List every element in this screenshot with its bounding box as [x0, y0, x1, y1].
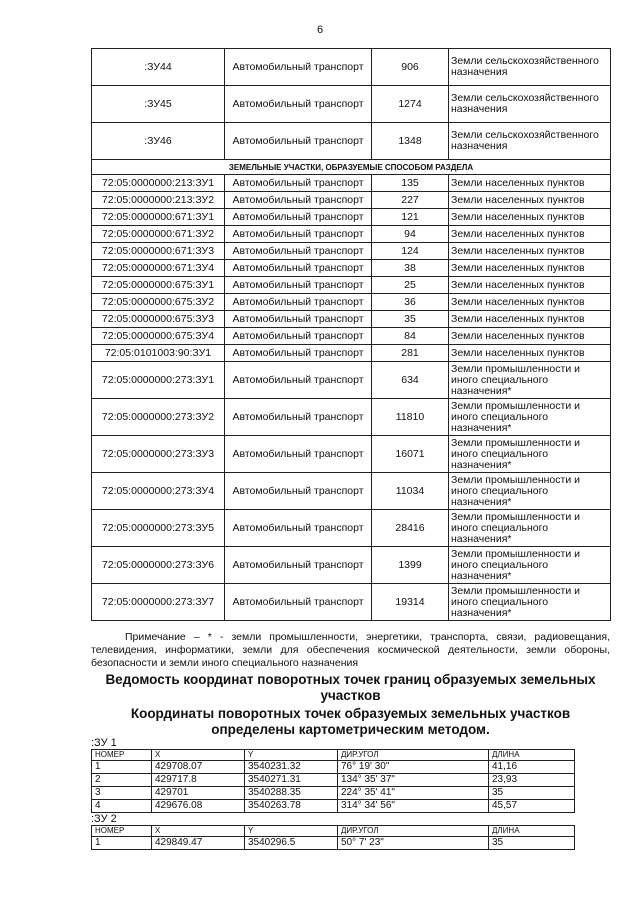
permitted-use: Автомобильный транспорт	[225, 362, 372, 399]
coordinate-cell: 314° 34' 56"	[338, 800, 489, 813]
table-row	[92, 226, 611, 243]
cadastral-number: :ЗУ46	[92, 123, 225, 160]
coordinate-cell: 76° 19' 30"	[338, 761, 489, 774]
table-row	[92, 123, 611, 160]
cadastral-number: 72:05:0000000:273:ЗУ1	[92, 362, 225, 399]
land-category: Земли промышленности и иного специального назначения*	[449, 584, 611, 621]
area-value: 94	[372, 226, 449, 243]
coordinate-cell: 134° 35' 37"	[338, 774, 489, 787]
cadastral-number: 72:05:0000000:213:ЗУ2	[92, 192, 225, 209]
method-heading: Координаты поворотных точек образуемых земельных участков определены картометрическим методом.	[130, 706, 571, 737]
area-value: 906	[372, 49, 449, 86]
table-row	[92, 787, 575, 800]
coordinate-cell: 3540231.32	[245, 761, 338, 774]
table-row	[92, 362, 611, 399]
permitted-use: Автомобильный транспорт	[225, 436, 372, 473]
land-category: Земли промышленности и иного специального назначения*	[449, 510, 611, 547]
land-category: Земли населенных пунктов	[449, 260, 611, 277]
coordinate-cell: 429849.47	[152, 837, 245, 850]
coordinate-cell: 4	[92, 800, 152, 813]
land-category: Земли населенных пунктов	[449, 345, 611, 362]
cadastral-number: 72:05:0000000:671:ЗУ2	[92, 226, 225, 243]
table-row	[92, 49, 611, 86]
land-category: Земли промышленности и иного специального назначения*	[449, 436, 611, 473]
area-value: 1348	[372, 123, 449, 160]
table-header-row	[92, 750, 575, 761]
coordinate-cell: 3540288.35	[245, 787, 338, 800]
permitted-use: Автомобильный транспорт	[225, 510, 372, 547]
coordinate-cell: 3540296.5	[245, 837, 338, 850]
permitted-use: Автомобильный транспорт	[225, 399, 372, 436]
column-header: Y	[245, 750, 338, 761]
permitted-use: Автомобильный транспорт	[225, 192, 372, 209]
column-header: ДИР.УГОЛ	[338, 750, 489, 761]
coordinate-cell: 35	[489, 787, 575, 800]
cadastral-number: 72:05:0000000:273:ЗУ7	[92, 584, 225, 621]
zu1-coordinates-table	[91, 749, 575, 813]
area-value: 121	[372, 209, 449, 226]
table-row	[92, 399, 611, 436]
coordinate-cell: 3540263.78	[245, 800, 338, 813]
table-row	[92, 837, 575, 850]
column-header: ДЛИНА	[489, 750, 575, 761]
land-category: Земли промышленности и иного специального назначения*	[449, 399, 611, 436]
area-value: 1274	[372, 86, 449, 123]
permitted-use: Автомобильный транспорт	[225, 311, 372, 328]
table-row	[92, 473, 611, 510]
permitted-use: Автомобильный транспорт	[225, 547, 372, 584]
coordinate-cell: 45,57	[489, 800, 575, 813]
area-value: 16071	[372, 436, 449, 473]
area-value: 19314	[372, 584, 449, 621]
cadastral-number: :ЗУ44	[92, 49, 225, 86]
area-value: 227	[372, 192, 449, 209]
table-row	[92, 86, 611, 123]
area-value: 634	[372, 362, 449, 399]
coordinate-cell: 3540271.31	[245, 774, 338, 787]
column-header: НОМЕР	[92, 826, 152, 837]
cadastral-number: 72:05:0000000:675:ЗУ4	[92, 328, 225, 345]
table-row	[92, 175, 611, 192]
column-header: ДЛИНА	[489, 826, 575, 837]
land-category: Земли населенных пунктов	[449, 226, 611, 243]
table-row	[92, 774, 575, 787]
table-header-row	[92, 826, 575, 837]
cadastral-number: 72:05:0000000:671:ЗУ4	[92, 260, 225, 277]
coordinate-cell: 1	[92, 837, 152, 850]
table-row	[92, 277, 611, 294]
coordinate-cell: 429701	[152, 787, 245, 800]
page-number: 6	[316, 24, 324, 36]
cadastral-number: 72:05:0000000:671:ЗУ3	[92, 243, 225, 260]
land-category: Земли сельскохозяйственного назначения	[449, 123, 611, 160]
land-category: Земли населенных пунктов	[449, 328, 611, 345]
coordinate-cell: 35	[489, 837, 575, 850]
coordinate-cell: 1	[92, 761, 152, 774]
permitted-use: Автомобильный транспорт	[225, 260, 372, 277]
land-category: Земли населенных пунктов	[449, 311, 611, 328]
coordinate-cell: 23,93	[489, 774, 575, 787]
footnote	[91, 631, 610, 670]
table-row	[92, 800, 575, 813]
cadastral-number: 72:05:0000000:273:ЗУ5	[92, 510, 225, 547]
table-row	[92, 328, 611, 345]
area-value: 11810	[372, 399, 449, 436]
coordinate-cell: 224° 35' 41"	[338, 787, 489, 800]
permitted-use: Автомобильный транспорт	[225, 328, 372, 345]
column-header: ДИР.УГОЛ	[338, 826, 489, 837]
permitted-use: Автомобильный транспорт	[225, 49, 372, 86]
table-row	[92, 547, 611, 584]
zu1-label: :ЗУ 1	[91, 737, 117, 749]
coordinate-cell: 2	[92, 774, 152, 787]
permitted-use: Автомобильный транспорт	[225, 209, 372, 226]
coordinate-cell: 429676.08	[152, 800, 245, 813]
column-header: X	[152, 750, 245, 761]
permitted-use: Автомобильный транспорт	[225, 175, 372, 192]
land-category: Земли населенных пунктов	[449, 192, 611, 209]
coordinate-cell: 41,16	[489, 761, 575, 774]
cadastral-number: 72:05:0000000:675:ЗУ3	[92, 311, 225, 328]
area-value: 38	[372, 260, 449, 277]
coordinates-heading: Ведомость координат поворотных точек границ образуемых земельных участков	[105, 672, 596, 703]
land-category: Земли сельскохозяйственного назначения	[449, 86, 611, 123]
cadastral-number: 72:05:0000000:273:ЗУ3	[92, 436, 225, 473]
area-value: 35	[372, 311, 449, 328]
cadastral-number: 72:05:0000000:273:ЗУ2	[92, 399, 225, 436]
land-category: Земли населенных пунктов	[449, 294, 611, 311]
table-row	[92, 436, 611, 473]
area-value: 135	[372, 175, 449, 192]
area-value: 124	[372, 243, 449, 260]
section-row	[92, 160, 611, 175]
table-row	[92, 209, 611, 226]
area-value: 281	[372, 345, 449, 362]
permitted-use: Автомобильный транспорт	[225, 473, 372, 510]
column-header: НОМЕР	[92, 750, 152, 761]
land-category: Земли населенных пунктов	[449, 277, 611, 294]
permitted-use: Автомобильный транспорт	[225, 123, 372, 160]
area-value: 28416	[372, 510, 449, 547]
coordinate-cell: 3	[92, 787, 152, 800]
land-category: Земли населенных пунктов	[449, 243, 611, 260]
permitted-use: Автомобильный транспорт	[225, 86, 372, 123]
table-row	[92, 294, 611, 311]
land-category: Земли промышленности и иного специального назначения*	[449, 362, 611, 399]
table-row	[92, 192, 611, 209]
coordinate-cell: 429717.8	[152, 774, 245, 787]
column-header: Y	[245, 826, 338, 837]
area-value: 11034	[372, 473, 449, 510]
coordinate-cell: 50° 7' 23"	[338, 837, 489, 850]
section-title: ЗЕМЕЛЬНЫЕ УЧАСТКИ, ОБРАЗУЕМЫЕ СПОСОБОМ РАЗДЕЛА	[92, 160, 611, 175]
cadastral-number: 72:05:0000000:273:ЗУ6	[92, 547, 225, 584]
permitted-use: Автомобильный транспорт	[225, 345, 372, 362]
permitted-use: Автомобильный транспорт	[225, 584, 372, 621]
table-row	[92, 345, 611, 362]
cadastral-number: 72:05:0000000:273:ЗУ4	[92, 473, 225, 510]
land-category: Земли промышленности и иного специального назначения*	[449, 473, 611, 510]
land-plots-table	[91, 48, 611, 621]
permitted-use: Автомобильный транспорт	[225, 226, 372, 243]
cadastral-number: 72:05:0101003:90:ЗУ1	[92, 345, 225, 362]
coordinate-cell: 429708.07	[152, 761, 245, 774]
land-category: Земли населенных пунктов	[449, 209, 611, 226]
land-category: Земли населенных пунктов	[449, 175, 611, 192]
table-row	[92, 510, 611, 547]
cadastral-number: 72:05:0000000:671:ЗУ1	[92, 209, 225, 226]
permitted-use: Автомобильный транспорт	[225, 294, 372, 311]
cadastral-number: 72:05:0000000:675:ЗУ2	[92, 294, 225, 311]
area-value: 84	[372, 328, 449, 345]
table-row	[92, 761, 575, 774]
area-value: 36	[372, 294, 449, 311]
footnote-text: Примечание – * - земли промышленности, энергетики, транспорта, связи, радиовещания, телевидения, информатики, земли для обеспечения космической деятельности, земли обороны, безопасности и земли иного специального назначения	[91, 631, 610, 669]
land-category: Земли сельскохозяйственного назначения	[449, 49, 611, 86]
column-header: X	[152, 826, 245, 837]
cadastral-number: 72:05:0000000:675:ЗУ1	[92, 277, 225, 294]
table-row	[92, 260, 611, 277]
cadastral-number: :ЗУ45	[92, 86, 225, 123]
area-value: 1399	[372, 547, 449, 584]
table-row	[92, 243, 611, 260]
table-row	[92, 584, 611, 621]
zu2-label: :ЗУ 2	[91, 813, 117, 825]
area-value: 25	[372, 277, 449, 294]
permitted-use: Автомобильный транспорт	[225, 277, 372, 294]
cadastral-number: 72:05:0000000:213:ЗУ1	[92, 175, 225, 192]
zu2-coordinates-table	[91, 825, 575, 850]
table-row	[92, 311, 611, 328]
land-category: Земли промышленности и иного специального назначения*	[449, 547, 611, 584]
permitted-use: Автомобильный транспорт	[225, 243, 372, 260]
